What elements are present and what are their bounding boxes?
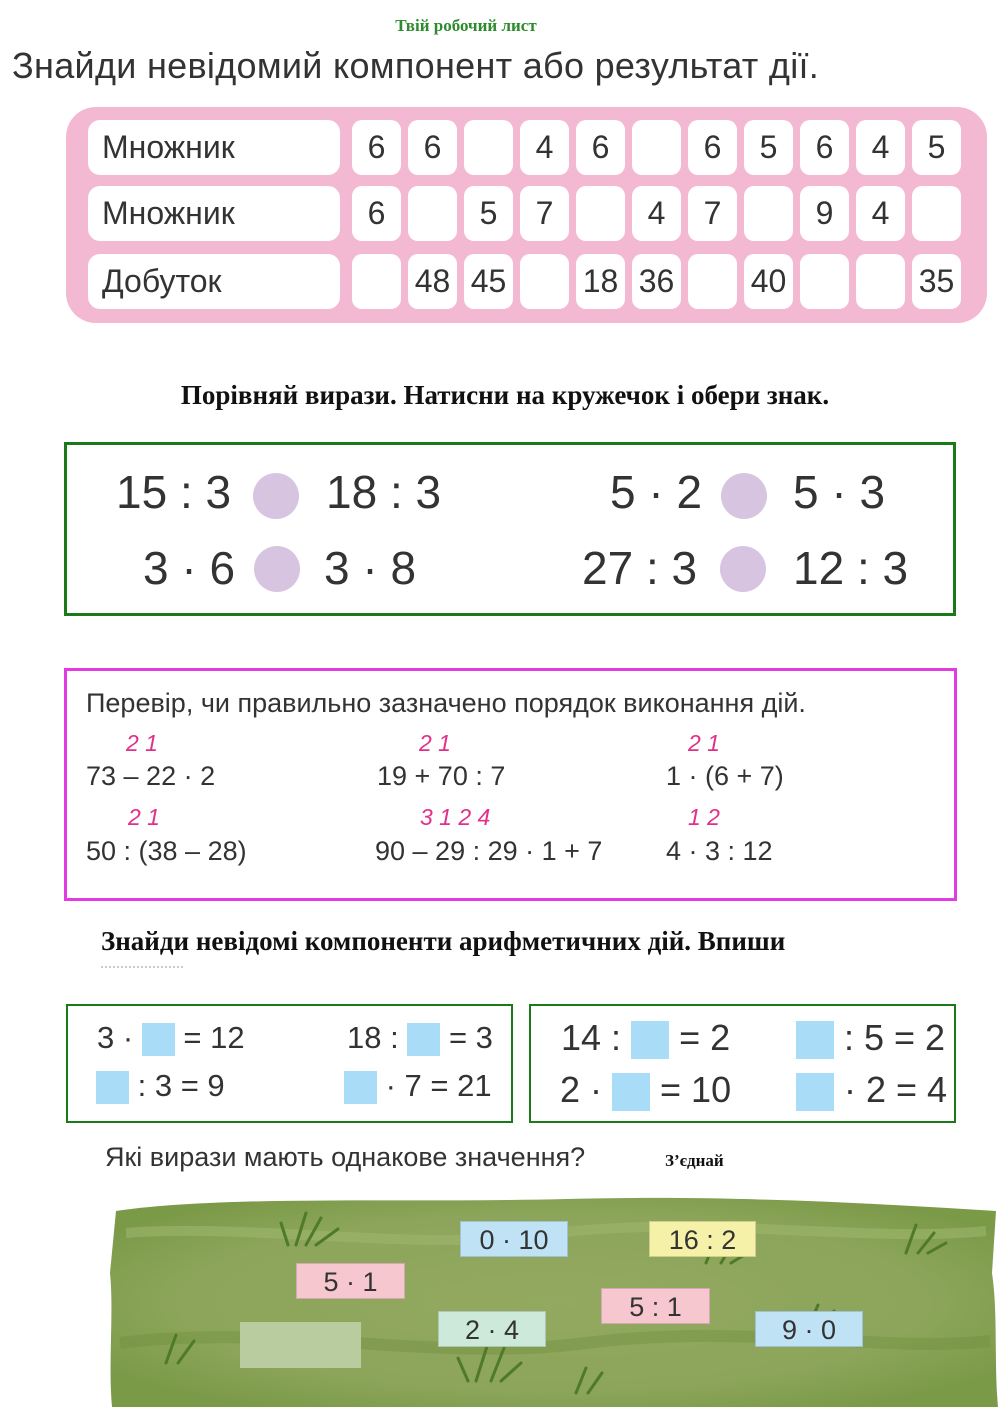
compare-right-2: 5 · 3 — [793, 466, 886, 518]
compare-circle-2[interactable] — [721, 473, 767, 519]
table-cell-factor2-1: 6 — [352, 186, 401, 241]
answer-blank-7[interactable] — [612, 1073, 650, 1111]
order-expr-1: 73 – 22 · 2 — [86, 761, 216, 791]
expression-card-16div2[interactable]: 16 : 2 — [649, 1221, 756, 1257]
compare-right-3: 3 · 8 — [324, 542, 417, 594]
task3-heading: Перевір, чи правильно зазначено порядок виконання дій. — [86, 688, 806, 718]
unknown-eq-1 — [97, 1020, 245, 1056]
table-cell-factor2-10: 4 — [856, 186, 905, 241]
unknown-eq-3 — [96, 1068, 225, 1104]
table-cell-factor1-4: 4 — [520, 120, 569, 175]
table-cell-factor1-5: 6 — [576, 120, 625, 175]
eq-3-after: : 3 = 9 — [129, 1068, 225, 1103]
eq-7-after: = 10 — [650, 1069, 732, 1110]
answer-blank-4[interactable] — [344, 1071, 377, 1104]
answer-blank-8[interactable] — [796, 1073, 834, 1111]
table-cell-product-6: 36 — [632, 254, 681, 309]
table-cell-factor1-11: 5 — [912, 120, 961, 175]
table-cell-product-8: 40 — [744, 254, 793, 309]
compare-circle-3[interactable] — [254, 546, 300, 592]
order-marks-5: 3 1 2 4 — [420, 804, 491, 830]
table-cell-factor2-4: 7 — [520, 186, 569, 241]
expression-card-hidden[interactable] — [240, 1322, 361, 1368]
table-cell-factor1-9: 6 — [800, 120, 849, 175]
table-cell-factor1-6[interactable] — [632, 120, 681, 175]
unknown-eq-2 — [347, 1020, 493, 1056]
table-cell-product-9[interactable] — [800, 254, 849, 309]
answer-blank-3[interactable] — [96, 1071, 129, 1104]
compare-right-4: 12 : 3 — [793, 542, 909, 594]
eq-1-after: = 12 — [174, 1020, 245, 1055]
eq-2-before: 18 : — [347, 1020, 408, 1055]
unknown-eq-4 — [344, 1068, 492, 1104]
row-label-factor2: Множник — [88, 186, 340, 241]
order-expr-3: 1 · (6 + 7) — [666, 761, 784, 791]
eq-8-after: · 2 = 4 — [834, 1069, 948, 1110]
worksheet-title: Твій робочий лист — [395, 16, 537, 35]
row-label-factor1: Множник — [88, 120, 340, 175]
expression-card-9x0[interactable]: 9 · 0 — [755, 1311, 863, 1347]
order-expr-4: 50 : (38 – 28) — [86, 836, 247, 866]
table-cell-factor2-5[interactable] — [576, 186, 625, 241]
expression-card-0x10[interactable]: 0 · 10 — [460, 1221, 568, 1257]
expression-card-2x4[interactable]: 2 · 4 — [438, 1311, 546, 1347]
order-marks-2: 2 1 — [419, 730, 451, 756]
table-cell-factor1-10: 4 — [856, 120, 905, 175]
eq-5-before: 14 : — [561, 1017, 632, 1058]
table-cell-product-1[interactable] — [352, 254, 401, 309]
table-cell-factor1-1: 6 — [352, 120, 401, 175]
table-cell-factor2-2[interactable] — [408, 186, 457, 241]
table-cell-product-11: 35 — [912, 254, 961, 309]
task5-heading: Які вирази мають однакове значення? — [105, 1142, 586, 1172]
order-marks-6: 1 2 — [688, 804, 720, 830]
answer-blank-6[interactable] — [796, 1021, 834, 1059]
table-cell-product-3: 45 — [464, 254, 513, 309]
answer-blank-1[interactable] — [142, 1023, 175, 1056]
compare-left-3: 3 · 6 — [143, 542, 236, 594]
compare-circle-4[interactable] — [720, 546, 766, 592]
order-marks-4: 2 1 — [128, 804, 160, 830]
eq-2-after: = 3 — [440, 1020, 493, 1055]
table-cell-factor2-8[interactable] — [744, 186, 793, 241]
row-label-product: Добуток — [88, 254, 340, 309]
order-expr-5: 90 – 29 : 29 · 1 + 7 — [375, 836, 603, 866]
table-cell-factor2-3: 5 — [464, 186, 513, 241]
eq-7-before: 2 · — [560, 1069, 613, 1110]
eq-4-after: · 7 = 21 — [377, 1068, 492, 1103]
table-cell-factor1-7: 6 — [688, 120, 737, 175]
table-cell-product-2: 48 — [408, 254, 457, 309]
order-marks-3: 2 1 — [688, 730, 720, 756]
order-marks-1: 2 1 — [126, 730, 158, 756]
table-cell-factor2-6: 4 — [632, 186, 681, 241]
eq-5-after: = 2 — [669, 1017, 731, 1058]
table-cell-product-10[interactable] — [856, 254, 905, 309]
unknown-eq-7 — [560, 1069, 731, 1111]
compare-left-1: 15 : 3 — [116, 466, 232, 518]
connect-instruction: З’єднай — [665, 1151, 724, 1170]
compare-left-2: 5 · 2 — [610, 466, 703, 518]
table-cell-factor2-11[interactable] — [912, 186, 961, 241]
table-cell-product-5: 18 — [576, 254, 625, 309]
answer-blank-5[interactable] — [631, 1021, 669, 1059]
table-cell-factor2-9: 9 — [800, 186, 849, 241]
order-expr-6: 4 · 3 : 12 — [666, 836, 773, 866]
compare-circle-1[interactable] — [253, 473, 299, 519]
eq-1-before: 3 · — [97, 1020, 142, 1055]
eq-6-after: : 5 = 2 — [834, 1017, 946, 1058]
expression-card-5div1[interactable]: 5 : 1 — [601, 1288, 710, 1324]
table-cell-factor1-2: 6 — [408, 120, 457, 175]
unknown-eq-6 — [796, 1017, 945, 1059]
order-expr-2: 19 + 70 : 7 — [377, 761, 506, 791]
table-cell-factor1-8: 5 — [744, 120, 793, 175]
answer-blank-2[interactable] — [407, 1023, 440, 1056]
task2-heading: Порівняй вирази. Натисни на кружечок і обери знак. — [180, 380, 830, 410]
compare-right-1: 18 : 3 — [326, 466, 442, 518]
table-cell-product-4[interactable] — [520, 254, 569, 309]
expression-card-5x1[interactable]: 5 · 1 — [296, 1263, 405, 1299]
table-cell-factor1-3[interactable] — [464, 120, 513, 175]
table-cell-product-7[interactable] — [688, 254, 737, 309]
compare-left-4: 27 : 3 — [582, 542, 698, 594]
table-cell-factor2-7: 7 — [688, 186, 737, 241]
unknown-eq-8 — [796, 1069, 947, 1111]
task1-heading: Знайди невідомий компонент або результат дії. — [12, 45, 820, 86]
clipped-text-line — [101, 966, 183, 973]
unknown-eq-5 — [561, 1017, 730, 1059]
task4-heading: Знайди невідомі компоненти арифметичних дій. Впиши — [101, 926, 786, 956]
